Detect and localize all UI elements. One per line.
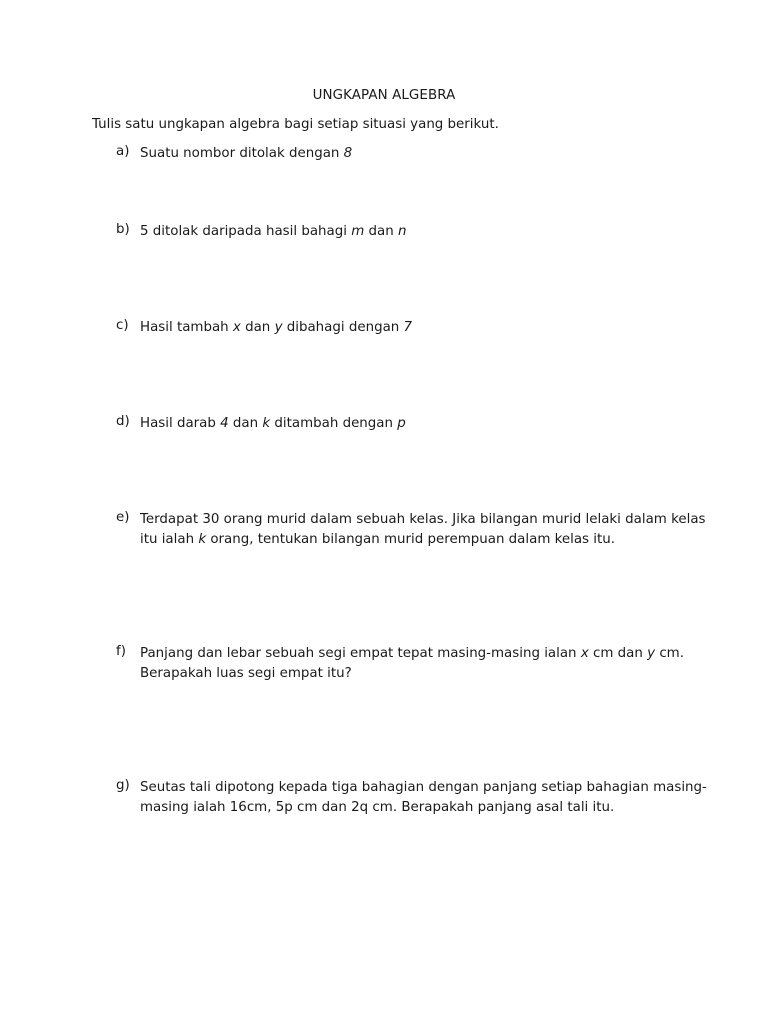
variable: k bbox=[198, 532, 207, 547]
instruction-text: Tulis satu ungkapan algebra bagi setiap situasi yang berikut. bbox=[92, 117, 499, 132]
question-f bbox=[116, 644, 684, 684]
text-run: Hasil darab bbox=[140, 416, 221, 431]
text-run: cm. bbox=[655, 646, 684, 661]
text-run: ditambah dengan bbox=[270, 416, 398, 431]
variable: k bbox=[262, 416, 271, 431]
document-title: UNGKAPAN ALGEBRA bbox=[312, 88, 456, 103]
variable: p bbox=[397, 416, 406, 431]
text-run: itu ialah bbox=[140, 532, 199, 547]
text-run: orang, tentukan bilangan murid perempuan dalam kelas itu. bbox=[206, 532, 616, 547]
question-g bbox=[116, 778, 707, 818]
text-run: Hasil tambah bbox=[140, 320, 233, 335]
text-run: Suatu nombor ditolak dengan bbox=[140, 146, 344, 161]
question-c bbox=[116, 318, 676, 338]
question-line: Seutas tali dipotong kepada tiga bahagian dengan panjang setiap bahagian masing- bbox=[140, 780, 707, 795]
variable: m bbox=[351, 224, 365, 239]
question-line bbox=[140, 222, 676, 242]
text-run: dibahagi dengan bbox=[282, 320, 404, 335]
question-line bbox=[140, 644, 684, 664]
text-run: dan bbox=[240, 320, 275, 335]
question-label: a) bbox=[116, 144, 130, 159]
text-run: dan bbox=[364, 224, 398, 239]
question-e bbox=[116, 510, 706, 550]
text-run: cm dan bbox=[588, 646, 648, 661]
question-text bbox=[140, 778, 707, 818]
variable: y bbox=[274, 320, 283, 335]
variable: y bbox=[647, 646, 656, 661]
question-text bbox=[140, 510, 706, 550]
question-label: e) bbox=[116, 510, 130, 525]
question-d bbox=[116, 414, 676, 434]
question-label: b) bbox=[116, 222, 130, 237]
question-text bbox=[140, 644, 684, 684]
question-line bbox=[140, 414, 676, 434]
question-line: masing ialah 16cm, 5p cm dan 2q cm. Berapakah panjang asal tali itu. bbox=[140, 800, 615, 815]
question-label: f) bbox=[116, 644, 126, 659]
variable: x bbox=[232, 320, 241, 335]
question-label: c) bbox=[116, 318, 129, 333]
text-run: dan bbox=[228, 416, 263, 431]
question-label: g) bbox=[116, 778, 130, 793]
variable: x bbox=[580, 646, 589, 661]
question-line: Berapakah luas segi empat itu? bbox=[140, 666, 352, 681]
question-a bbox=[116, 144, 676, 164]
question-line bbox=[140, 318, 676, 338]
question-text bbox=[140, 144, 676, 164]
question-line bbox=[140, 144, 676, 164]
question-text bbox=[140, 318, 676, 338]
question-line bbox=[140, 530, 706, 550]
variable: 7 bbox=[403, 320, 413, 335]
question-text bbox=[140, 222, 676, 242]
question-text bbox=[140, 414, 676, 434]
variable: n bbox=[397, 224, 407, 239]
text-run: Panjang dan lebar sebuah segi empat tepat masing-masing ialan bbox=[140, 646, 581, 661]
question-b bbox=[116, 222, 676, 242]
question-label: d) bbox=[116, 414, 130, 429]
text-run: 5 ditolak daripada hasil bahagi bbox=[140, 224, 352, 239]
variable: 4 bbox=[220, 416, 229, 431]
variable: 8 bbox=[343, 146, 353, 161]
question-line: Terdapat 30 orang murid dalam sebuah kelas. Jika bilangan murid lelaki dalam kelas bbox=[140, 512, 706, 527]
